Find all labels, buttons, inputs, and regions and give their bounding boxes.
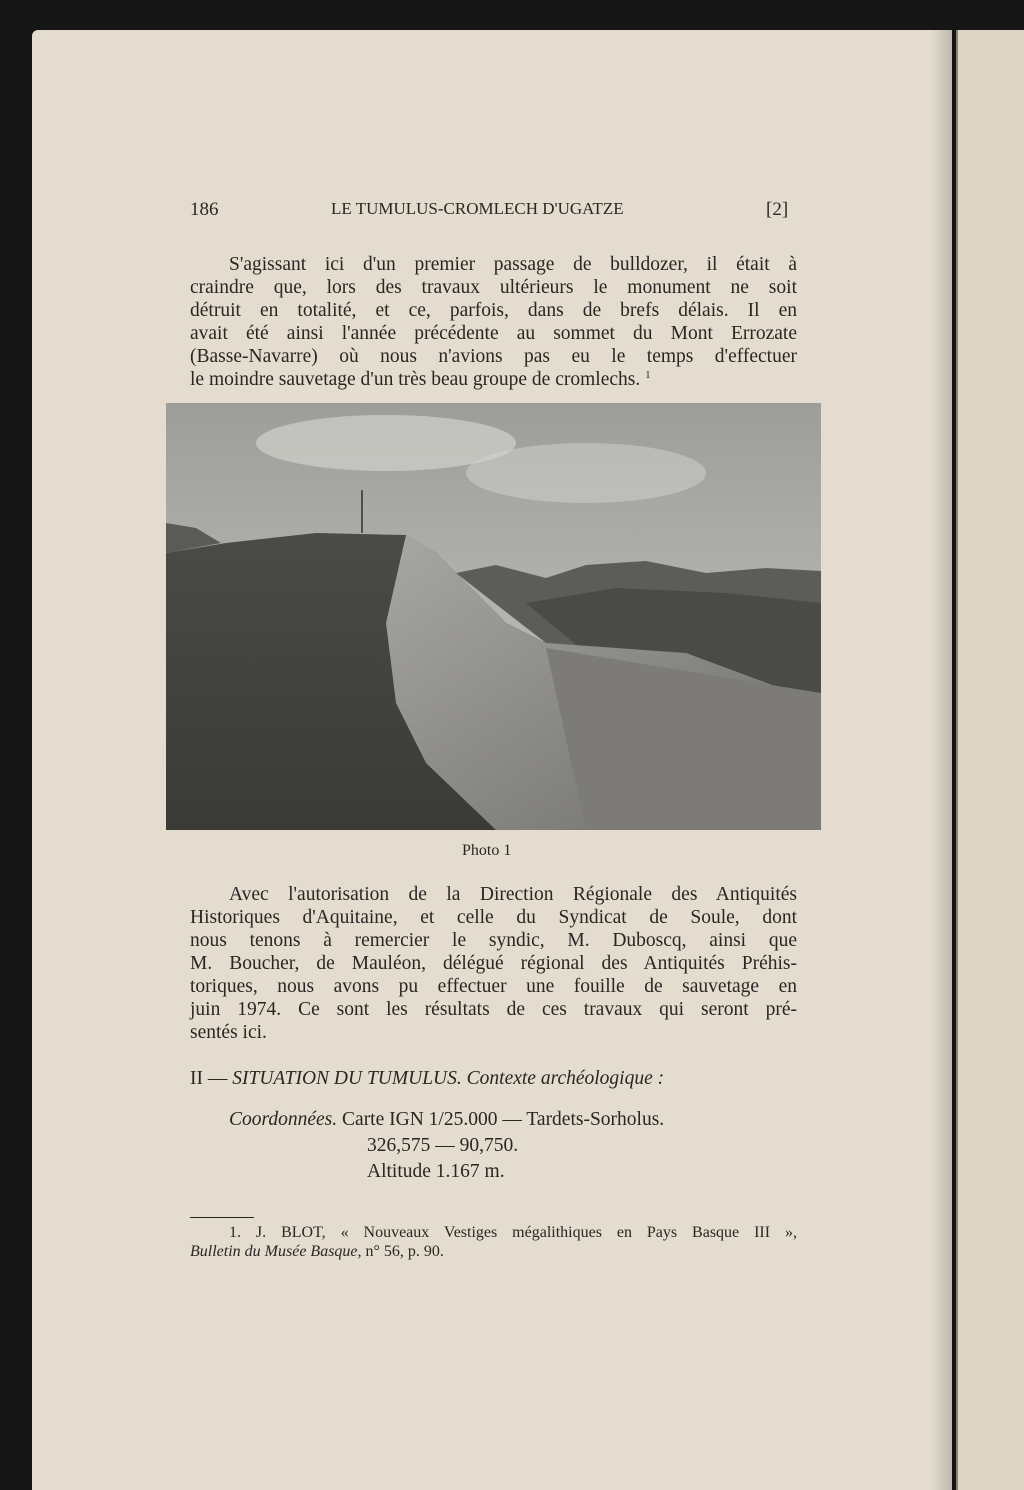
landscape-photo: [166, 403, 821, 830]
paragraph-line: nous tenons à remercier le syndic, M. Duboscq, ainsi que: [190, 930, 797, 951]
altitude: Altitude 1.167 m.: [367, 1161, 505, 1182]
footnote-rule: [190, 1217, 254, 1218]
photo-caption: Photo 1: [462, 842, 512, 859]
paragraph-line: S'agissant ici d'un premier passage de bulldozer, il était à: [229, 254, 797, 275]
section-subtitle: Contexte archéologique :: [466, 1068, 665, 1089]
footnote-journal: Bulletin du Musée Basque,: [190, 1243, 362, 1260]
facing-page-edge: [956, 30, 1024, 1490]
paragraph-text: le moindre sauvetage d'un très beau groupe de cromlechs.: [190, 369, 641, 390]
paragraph-line: (Basse-Navarre) où nous n'avions pas eu le temps d'effectuer: [190, 346, 797, 367]
paragraph-line-last: sentés ici.: [190, 1022, 267, 1043]
footnote-line: 1. J. BLOT, « Nouveaux Vestiges mégalithiques en Pays Basque III »,: [229, 1224, 797, 1241]
paragraph-line: avait été ainsi l'année précédente au sommet du Mont Errozate: [190, 323, 797, 344]
paragraph-line: Avec l'autorisation de la Direction Régionale des Antiquités: [229, 884, 797, 905]
paragraph-line: juin 1974. Ce sont les résultats de ces travaux qui seront pré-: [190, 999, 797, 1020]
paragraph-line-last: [190, 369, 651, 391]
paragraph-line: M. Boucher, de Mauléon, délégué régional des Antiquités Préhis-: [190, 953, 797, 974]
section-number: II —: [190, 1068, 228, 1089]
footnote-line: [190, 1243, 444, 1261]
page-number: 186: [190, 199, 219, 220]
footnote-issue: n° 56, p. 90.: [365, 1243, 444, 1260]
page-gutter: [930, 30, 954, 1490]
paragraph-line: Historiques d'Aquitaine, et celle du Syndicat de Soule, dont: [190, 907, 797, 928]
paragraph-line: craindre que, lors des travaux ultérieurs le monument ne soit: [190, 277, 797, 298]
coordinates-map: Carte IGN 1/25.000 — Tardets-Sorholus.: [342, 1109, 665, 1130]
paragraph-line: toriques, nous avons pu effectuer une fouille de sauvetage en: [190, 976, 797, 997]
footnote-ref[interactable]: 1: [645, 369, 651, 381]
section-title: SITUATION DU TUMULUS.: [232, 1068, 462, 1089]
section-heading: [190, 1068, 664, 1090]
section-marker: [2]: [766, 199, 789, 220]
coordinates-values: 326,575 — 90,750.: [367, 1135, 519, 1156]
paragraph-line: détruit en totalité, et ce, parfois, dans de brefs délais. Il en: [190, 300, 797, 321]
running-title: LE TUMULUS-CROMLECH D'UGATZE: [331, 199, 624, 218]
coordinates-label: Coordonnées.: [229, 1109, 338, 1130]
coordinates-line: [229, 1109, 664, 1131]
